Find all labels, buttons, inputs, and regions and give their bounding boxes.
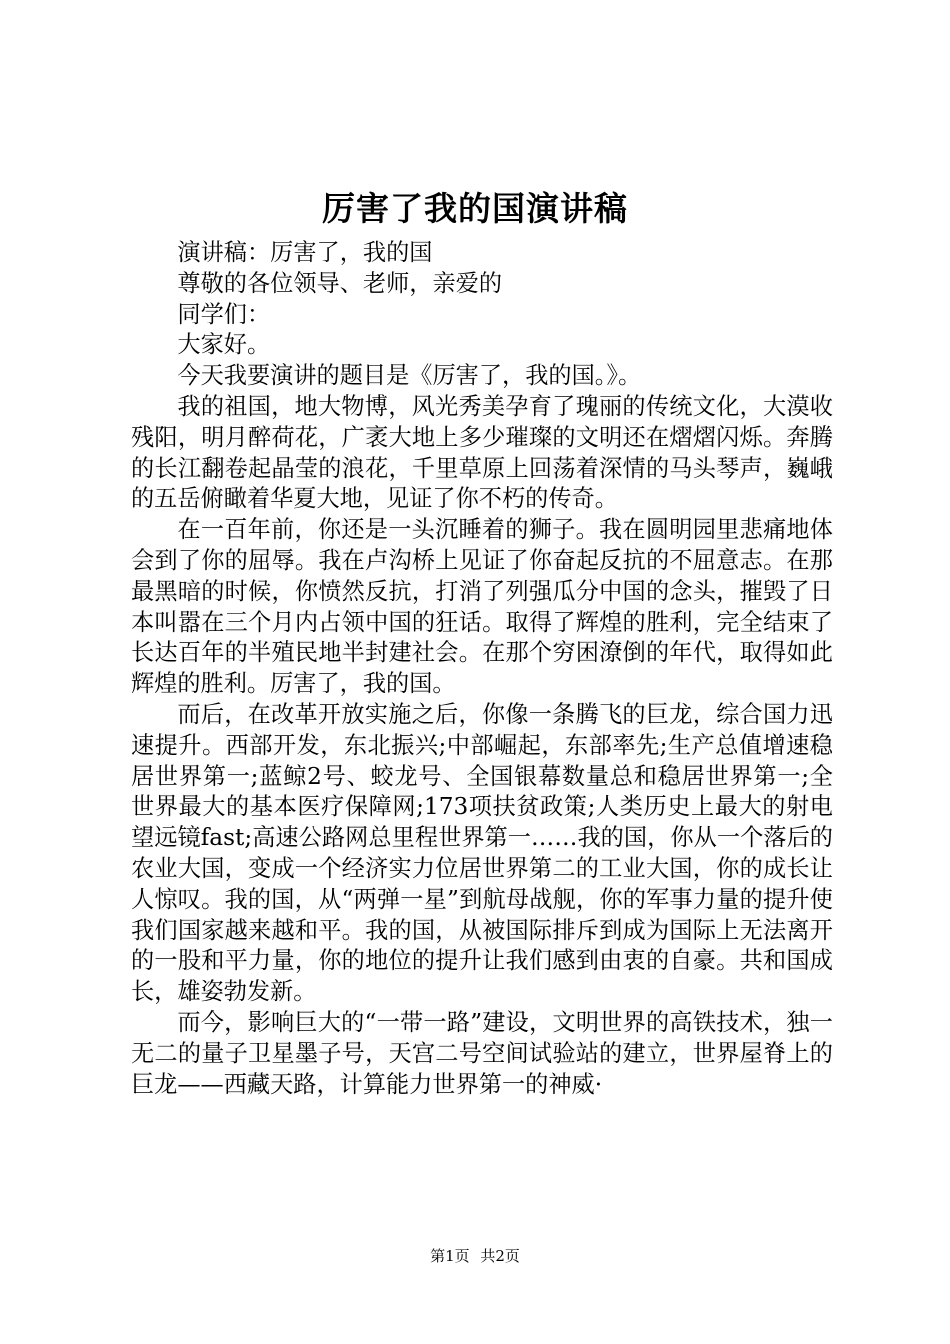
page-footer bbox=[0, 1244, 950, 1268]
document-body bbox=[131, 238, 833, 1100]
paragraph: 同学们： bbox=[177, 300, 271, 328]
paragraph: 演讲稿：厉害了，我的国 bbox=[177, 239, 433, 266]
paragraph: 大家好。 bbox=[177, 331, 271, 359]
document-title: 厉害了我的国演讲稿 bbox=[322, 189, 628, 228]
paragraph: 而今，影响巨大的“一带一路”建设，文明世界的高铁技术，独一无二的量子卫星墨子号，天宫二号空间试验站的建立，世界屋脊上的巨龙——西藏天路，计算能力世界第一的神威· bbox=[131, 1008, 833, 1098]
page-number: 第1页 bbox=[430, 1247, 470, 1265]
paragraph: 在一百年前，你还是一头沉睡着的狮子。我在圆明园里悲痛地体会到了你的屈辱。我在卢沟桥上见证了你奋起反抗的不屈意志。在那最黑暗的时候，你愤然反抗，打消了列强瓜分中国的念头，摧毁了日本叫嚣在三个月内占领中国的狂话。取得了辉煌的胜利，完全结束了长达百年的半殖民地半封建社会。在那个穷困潦倒的年代，取得如此辉煌的胜利。厉害了，我的国。 bbox=[131, 516, 833, 698]
paragraph: 尊敬的各位领导、老师，亲爱的 bbox=[177, 269, 503, 297]
paragraph: 今天我要演讲的题目是《厉害了，我的国。》。 bbox=[177, 362, 642, 390]
paragraph: 我的祖国，地大物博，风光秀美孕育了瑰丽的传统文化，大漠收残阳，明月醉荷花，广袤大地上多少璀璨的文明还在熠熠闪烁。奔腾的长江翻卷起晶莹的浪花，千里草原上回荡着深情的马头琴声，巍峨的五岳俯瞰着华夏大地，见证了你不朽的传奇。 bbox=[131, 392, 833, 513]
paragraph: 而后，在改革开放实施之后，你像一条腾飞的巨龙，综合国力迅速提升。西部开发，东北振兴;中部崛起，东部率先;生产总值增速稳居世界第一;蓝鲸2号、蛟龙号、全国银幕数量总和稳居世界第一;全世界最大的基本医疗保障网;173项扶贫政策;人类历史上最大的射电望远镜fast;高速公路网总里程世界第一……我的国，你从一个落后的农业大国，变成一个经济实力位居世界第二的工业大国，你的成长让人惊叹。我的国，从“两弹一星”到航母战舰，你的军事力量的提升使我们国家越来越和平。我的国，从被国际排斥到成为国际上无法离开的一股和平力量，你的地位的提升让我们感到由衷的自豪。共和国成长，雄姿勃发新。 bbox=[131, 700, 833, 1006]
page-total: 共2页 bbox=[480, 1247, 520, 1265]
